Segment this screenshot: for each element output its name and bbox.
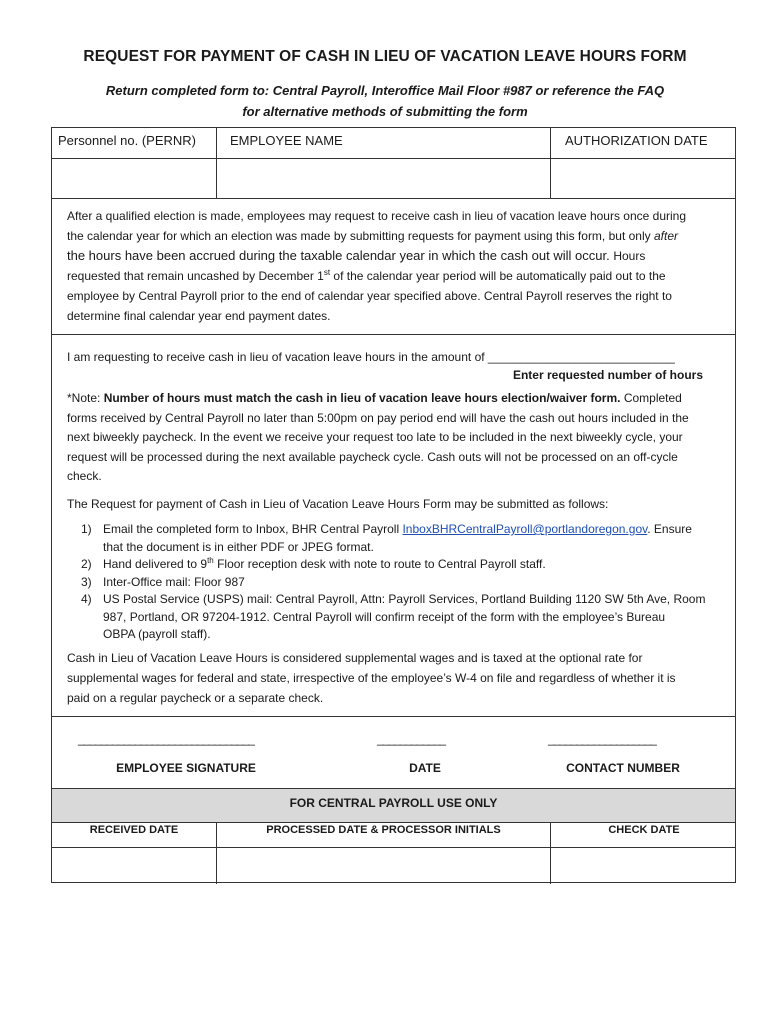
list-text: US Postal Service (USPS) mail: Central Payroll, Attn: Payroll Services, Portland Building 1120 SW 5th Ave, Room: [103, 592, 706, 606]
tax-line: Cash in Lieu of Vacation Leave Hours is considered supplemental wages and is taxed at the optional rate for: [67, 651, 643, 665]
list-text: Email the completed form to Inbox, BHR Central Payroll: [103, 522, 403, 536]
form-title: REQUEST FOR PAYMENT OF CASH IN LIEU OF VACATION LEAVE HOURS FORM: [83, 48, 687, 65]
request-text: I am requesting to receive cash in lieu of vacation leave hours in the amount of: [67, 350, 485, 364]
list-number: 3): [81, 574, 92, 589]
divider: [52, 716, 735, 717]
list-item: [67, 521, 732, 556]
list-number: 4): [81, 592, 92, 606]
list-sup: th: [207, 556, 214, 565]
check-date-header: CHECK DATE: [608, 824, 680, 836]
authorization-date-field[interactable]: [552, 159, 734, 197]
divider: [52, 334, 735, 335]
note-prefix: *Note:: [67, 391, 104, 405]
contact-number-line[interactable]: ___________________: [548, 732, 656, 746]
intro-text: the hours have been accrued during the taxable calendar year in which the cash out will occur.: [67, 248, 610, 263]
intro-line: [67, 266, 732, 286]
intro-line: employee by Central Payroll prior to the end of calendar year specified above. Central Payroll reserves the right to: [67, 289, 672, 303]
list-number: 1): [81, 522, 92, 536]
tax-paragraph: [67, 648, 732, 708]
list-item: [67, 556, 732, 574]
processed-date-header: PROCESSED DATE & PROCESSOR INITIALS: [266, 824, 501, 836]
note-line: next biweekly paycheck. In the event we receive your request too late to be included in the next biweekly cycle, your: [67, 430, 683, 444]
form-subtitle: [60, 80, 710, 122]
list-text: Inter-Office mail: Floor 987: [103, 574, 245, 589]
intro-text: requested that remain uncashed by December 1: [67, 269, 324, 283]
note-line: request will be processed during the next available paycheck cycle. Cash outs will not be processed on an off-cycle: [67, 449, 678, 464]
note-bold: Number of hours must match the cash in lieu of vacation leave hours election/waiver form.: [103, 391, 621, 405]
list-text: . Ensure: [647, 522, 692, 536]
date-label: DATE: [409, 761, 441, 775]
pernr-field[interactable]: [53, 159, 215, 197]
check-date-field[interactable]: [552, 848, 734, 882]
intro-emphasis: after: [653, 229, 678, 243]
list-number: 2): [81, 557, 92, 571]
employee-name-field[interactable]: [218, 159, 549, 197]
intro-sup: st: [323, 268, 331, 277]
tax-line: paid on a regular paycheck or a separate check.: [67, 691, 324, 705]
payroll-use-title: FOR CENTRAL PAYROLL USE ONLY: [289, 796, 498, 810]
received-date-field[interactable]: [53, 848, 215, 882]
employee-signature-label: EMPLOYEE SIGNATURE: [116, 761, 256, 775]
pernr-header: Personnel no. (PERNR): [58, 133, 196, 148]
list-text: Floor reception desk with note to route to Central Payroll staff.: [213, 557, 546, 571]
divider: [550, 128, 551, 198]
divider: [52, 198, 735, 199]
intro-text: the calendar year for which an election was made by submitting requests for payment using this form, but only: [67, 229, 651, 243]
intro-text: of the calendar year period will be automatically paid out to the: [330, 269, 666, 283]
intro-line: [67, 246, 732, 266]
submission-list: [67, 521, 732, 644]
intro-line: [67, 226, 732, 246]
note-line: check.: [67, 469, 102, 483]
list-item: [67, 591, 732, 644]
employee-signature-line[interactable]: _______________________________: [78, 732, 254, 746]
intro-text: Hours: [613, 249, 646, 263]
received-date-header: RECEIVED DATE: [89, 824, 179, 836]
processed-date-field[interactable]: [218, 848, 549, 882]
intro-line: After a qualified election is made, employees may request to receive cash in lieu of vacation leave hours once during: [67, 209, 687, 223]
list-text: Hand delivered to 9: [103, 557, 208, 571]
submission-intro: The Request for payment of Cash in Lieu of Vacation Leave Hours Form may be submitted as follows:: [67, 497, 609, 511]
list-item: [67, 574, 732, 592]
authorization-date-header: AUTHORIZATION DATE: [565, 133, 708, 148]
divider: [216, 128, 217, 198]
request-hint: Enter requested number of hours: [512, 368, 703, 382]
note-line: forms received by Central Payroll no later than 5:00pm on pay period end will have the cash out hours included in the: [67, 410, 689, 425]
form-frame: [51, 127, 736, 883]
date-line[interactable]: ____________: [377, 732, 446, 746]
list-text: that the document is in either PDF or JPEG format.: [103, 539, 374, 554]
list-text: OBPA (payroll staff).: [103, 627, 211, 641]
hours-input-line[interactable]: ____________________________: [487, 350, 675, 364]
request-line: [67, 347, 732, 367]
divider: [52, 822, 735, 823]
employee-name-header: EMPLOYEE NAME: [230, 133, 343, 148]
contact-number-label: CONTACT NUMBER: [566, 761, 680, 775]
note-paragraph: [67, 389, 737, 487]
intro-paragraph: [67, 206, 732, 326]
tax-line: supplemental wages for federal and state, irrespective of the employee’s W-4 on file and regardless of whether it is: [67, 671, 676, 685]
subtitle-line-1: Return completed form to: Central Payroll, Interoffice Mail Floor #987 or reference the FAQ: [105, 83, 665, 98]
email-link[interactable]: InboxBHRCentralPayroll@portlandoregon.gov: [402, 522, 648, 536]
note-text: Completed: [620, 391, 682, 405]
note-line: [67, 389, 737, 409]
subtitle-line-2: for alternative methods of submitting the form: [242, 104, 528, 119]
intro-line: determine final calendar year end payment dates.: [67, 309, 331, 323]
list-text: 987, Portland, OR 97204-1912. Central Payroll will confirm receipt of the form with the employee’s Bureau: [103, 609, 666, 624]
